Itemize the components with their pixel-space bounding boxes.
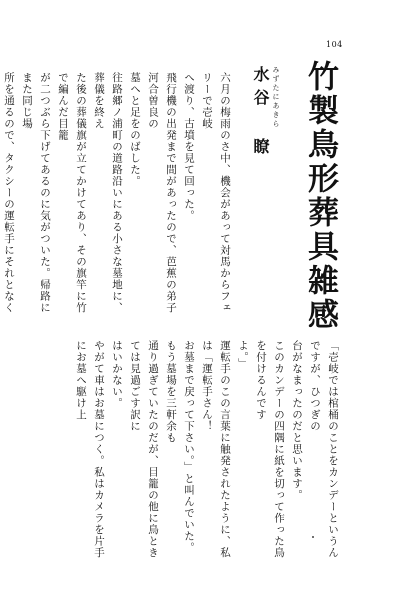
author-name: 水谷 瞭 <box>251 66 270 161</box>
printing-mark <box>312 536 314 538</box>
body-text-lower: 「壱岐では棺桶のことをカンデーというんですが、ひつぎの 台がなまったのだと思います。 このカンデーの四隅に紙を切って作った鳥を付けるんです よ。」 運転手のこの言葉に触発されたように、私は「運転手さん！ お墓まで戻って下さい。」と叫んでいた。もう墓場を三軒余も 通り過ぎていたのだが、目籠の他に鳥ときては見過ごす訳に はいかない。 やがて車はお墓につく。私はカメラを片手にお墓へ駆け上 <box>75 340 339 559</box>
article-title: 竹製鳥形葬具雑感 <box>302 60 338 332</box>
page-number: 104 <box>326 40 343 49</box>
author-name-ruby: みずたにあきら <box>272 66 280 129</box>
body-text-upper: 六月の梅雨のさ中、機会があって対馬からフェリーで壱岐 へ渡り、古墳を見て回った。 飛行機の出発まで間があったので、芭蕉の弟子河合曽良の 墓へと足をのばした。 往路郷ノ浦町の道路沿いにある小さな墓地に、葬儀を終え た後の葬儀旗が立てかけてあり、その旗竿に竹で編んだ目籠 が二つぶら下げてあるのに気がついた。帰路にまた同じ場 所を通るので、タクシーの運転手にそれとなく <box>3 72 231 314</box>
